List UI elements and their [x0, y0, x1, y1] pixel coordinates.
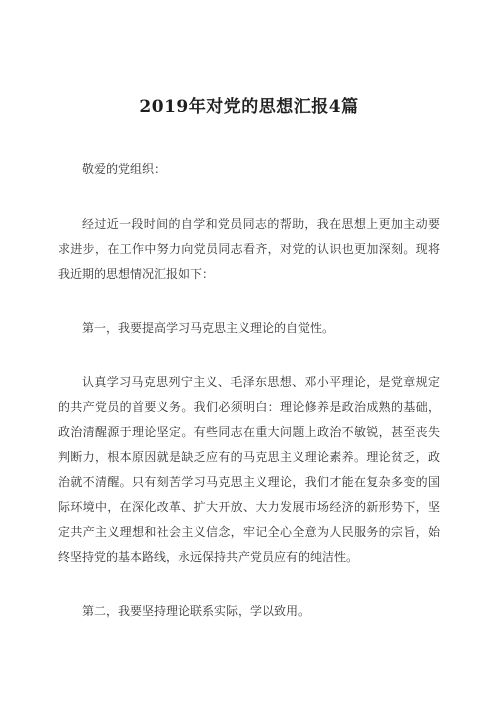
paragraph-point-one-heading: 第一，我要提高学习马克思主义理论的自觉性。	[82, 321, 335, 335]
document-title: 2019年对党的思想汇报4篇	[139, 97, 359, 117]
paragraph-point-two-heading: 第二，我要坚持理论联系实际，学以致用。	[82, 604, 311, 618]
paragraph-point-one-body: 认真学习马克思列宁主义、毛泽东思想、邓小平理论，是党章规定的共产党员的首要义务。我们必须明白：理论修养是政治成熟的基础，政治清醒源于理论坚定。有些同志在重大问题上政治不敏锐，甚至丧失判断力，根本原因就是缺乏应有的马克思主义理论素养。理论贫乏，政治就不清醒。只有刻苦学习马克思主义理论，我们才能在复杂多变的国际环境中，在深化改革、扩大开放、大力发展市场经济的新形势下，坚定共产主义理想和社会主义信念，牢记全心全意为人民服务的宗旨，始终坚持党的基本路线，永远保持共产党员应有的纯洁性。	[58, 375, 440, 564]
paragraph-intro: 经过近一段时间的自学和党员同志的帮助，我在思想上更加主动要求进步，在工作中努力向党员同志看齐，对党的认识也更加深刻。现将我近期的思想情况汇报如下：	[58, 217, 440, 281]
salutation: 敬爱的党组织：	[82, 162, 167, 176]
